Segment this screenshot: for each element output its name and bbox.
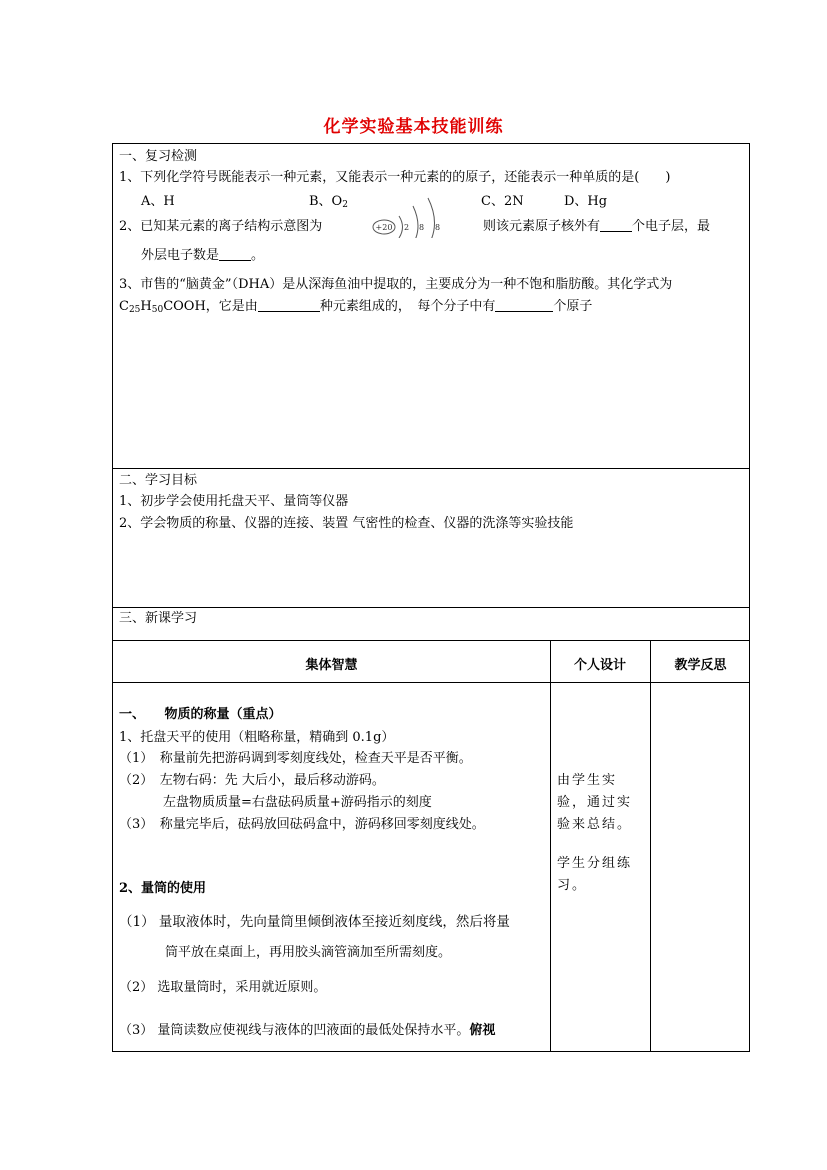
column-divider xyxy=(650,640,651,1052)
goal-item: 1、初步学会使用托盘天平、量筒等仪器 xyxy=(119,494,349,509)
cylinder-step-1-cont: 筒平放在桌面上，再用胶头滴管滴加至所需刻度。 xyxy=(165,945,452,960)
design-note-2: 学生分组练习。 xyxy=(557,856,633,893)
balance-formula: 左盘物质质量=右盘砝码质量+游码指示的刻度 xyxy=(163,795,432,810)
new-lesson-heading: 三、新课学习 xyxy=(119,611,198,626)
question-2-line2: 外层电子数是 。 xyxy=(141,248,265,263)
question-1 xyxy=(119,170,670,186)
shell-arc xyxy=(399,216,403,238)
goal-item: 2、学会物质的称量、仪器的连接、装置 气密性的检查、仪器的洗涤等实验技能 xyxy=(119,516,574,531)
cylinder-step-1: （1） 量取液体时，先向量筒里倾倒液体至接近刻度线，然后将量 xyxy=(119,914,510,930)
question-2-after: 则该元素原子核外有 个电子层，最 xyxy=(483,219,711,234)
answer-blank xyxy=(600,219,632,232)
section-cylinder-title: 2、量筒的使用 xyxy=(119,881,207,896)
answer-blank xyxy=(495,299,553,312)
row-divider xyxy=(113,607,749,608)
answer-blank xyxy=(219,248,251,261)
answer-blank xyxy=(258,299,320,312)
review-heading: 一、复习检测 xyxy=(119,149,198,164)
shell-electrons: 8 xyxy=(435,223,441,232)
balance-step-1: （1） 称量前先把游码调到零刻度线处，检查天平是否平衡。 xyxy=(119,751,472,766)
row-divider xyxy=(113,682,749,683)
answer-paren: ( ) xyxy=(634,170,671,185)
row-divider xyxy=(113,468,749,469)
cylinder-step-2: （2） 选取量筒时，采用就近原则。 xyxy=(119,980,327,995)
section-weighing-title: 一、 物质的称量（重点） xyxy=(119,707,282,722)
nucleus-charge: +20 xyxy=(375,223,393,232)
option-a: A、H xyxy=(141,194,175,209)
shell-electrons: 2 xyxy=(404,223,410,232)
column-header-personal: 个人设计 xyxy=(573,658,626,673)
ion-structure-diagram xyxy=(371,194,457,238)
column-divider xyxy=(550,640,551,1052)
shell-electrons: 8 xyxy=(419,223,425,232)
design-note-1: 由学生实验，通过实验来总结。 xyxy=(557,773,633,832)
balance-step-3: （3） 称量完毕后，砝码放回砝码盒中，游码移回零刻度线处。 xyxy=(119,817,485,832)
question-2-before: 2、已知某元素的离子结构示意图为 xyxy=(119,219,323,234)
goals-heading: 二、学习目标 xyxy=(119,473,198,488)
question-1-stem: 1、下列化学符号既能表示一种元素，又能表示一种元素的的原子，还能表示一种单质的是 xyxy=(119,170,635,185)
option-d: D、Hg xyxy=(564,194,608,209)
option-c: C、2N xyxy=(481,194,524,209)
row-divider xyxy=(113,640,749,641)
lesson-table xyxy=(112,143,750,1052)
shell-arc xyxy=(413,206,418,238)
column-header-reflection: 教学反思 xyxy=(674,658,727,673)
question-3-line2: $C_{25}H_{50}COOH$，它是由 种元素组成的， 每个分子中有 个原子 xyxy=(119,299,593,315)
balance-step-2: （2） 左物右码：先 大后小，最后移动游码。 xyxy=(119,773,385,788)
option-b: B、$O_2$ xyxy=(309,194,348,210)
shell-arc xyxy=(428,198,435,238)
cylinder-step-3: （3） 量筒读数应使视线与液体的凹液面的最低处保持水平。俯视 xyxy=(119,1023,496,1038)
page-title: 化学实验基本技能训练 xyxy=(323,117,504,137)
question-3: 3、市售的“脑黄金”（DHA）是从深海鱼油中提取的，主要成分为一种不饱和脂肪酸。其化学式为 xyxy=(119,277,673,292)
column-header-collective: 集体智慧 xyxy=(305,658,358,673)
balance-usage: 1、托盘天平的使用（粗略称量，精确到 0.1g） xyxy=(119,730,395,745)
